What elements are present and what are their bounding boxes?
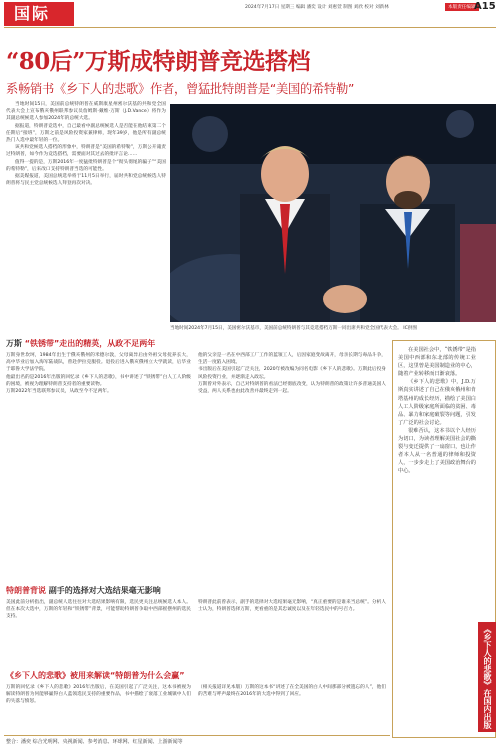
body-paragraph: 美国此前分析指出，副总统人选往往对大选结果影响有限，选民更关注总统候选人本人。但在本次大选中，万斯的年轻和“铁锈带”背景，可能帮助特朗普争取中西部摇摆州的选民支持。: [6, 600, 191, 620]
section1-col2: [198, 352, 386, 395]
section-tag: 国际: [4, 2, 74, 26]
section3-col1: [6, 684, 191, 706]
page-header: [0, 0, 500, 30]
lead-paragraph: 值得一提的是，万斯2016年一度猛批特朗普是个“彻头彻尾的骗子”“美国的希特勒”，后来改口支持特朗普当选的可能性。: [6, 159, 166, 172]
footer-rule: [4, 735, 390, 736]
lead-paragraph: 据报道，特朗普竞选中，自己最看中副总统候选人是否能在他结束第二个任期后“接班”，万斯之前是风险投资家兼律师，现年39岁，他是所有副总统热门人选中最年轻的一位。: [6, 123, 166, 144]
lead-paragraph: 据美媒报道，美国总统选举将于11月5日举行，届时共和党总统候选人特朗普将与民主党总统候选人拜登再次对决。: [6, 174, 166, 187]
section2-col1: [6, 599, 191, 621]
footer-credits: 整合：潘奕 综合光明网、央视新闻、参考消息、环球网、红星新闻、上游新闻等: [6, 739, 183, 745]
header-rule: [4, 27, 496, 28]
photo-illustration: [170, 104, 496, 322]
section-heading-tag: 万斯: [6, 339, 22, 348]
lead-paragraph: 该共和党候选人搭档的形象中，特朗普是“美国的希特勒”，万斯公开谴责过特朗普，如今作为竞选搭档，需要面对其过去的批评言论……: [6, 145, 166, 158]
section3-col2: [198, 684, 386, 698]
sidebar-vertical-title: [478, 622, 496, 732]
page-number: A15: [474, 1, 496, 12]
body-paragraph: 万斯的回忆录《乡下人的悲歌》2016年出版后，在美国引起了广泛关注，这本书被视为解读特朗普为何能够赢得白人蓝领选民支持的重要作品，书中描绘了衰落工业城镇中人们的失落与愤怒。: [6, 685, 191, 705]
headline: “80后”万斯成特朗普竞选搭档: [6, 48, 310, 75]
section-heading-text: “铁锈带”走出的精英，从政不足两年: [24, 339, 156, 348]
header-meta: 2024年7月17日 星期三 编辑 潘奕 设计 刘惠萱 制图 刘欣 校对 刘新林: [245, 5, 389, 10]
body-paragraph: 万斯曾对外表示，自己对特朗普的看法已经彻底改变，认为特朗普的政策让许多普通美国人受益，两人关系也由此改善并最终走到一起。: [198, 381, 386, 395]
lead-column: [6, 101, 166, 187]
section-heading-text: 副手的选择对大选结果毫无影响: [48, 586, 161, 595]
body-paragraph: 万斯2022年当选联邦参议员，从政至今不足两年。: [6, 389, 112, 395]
lead-paragraph: 当地时间15日，美国前总统特朗普在威斯康星州密尔沃基的共和党全国代表大会上宣布俄亥俄州联邦参议员詹姆斯·戴维·万斯（J.D.Vance）将作为其副总统候选人参加2024年的总统大选。: [6, 102, 166, 122]
sidebar-paragraph: 《乡下人的悲歌》中，J.D.万斯真实讲述了自己在俄亥俄州和肯塔基州的成长经历，描绘了美国白人工人阶级家庭所面临的贫困、毒品、暴力和家庭破裂等问题，引发了广泛的社会讨论。: [398, 379, 476, 426]
subheadline: 系畅销书《乡下人的悲歌》作者，曾猛批特朗普是“美国的希特勒”: [6, 82, 355, 96]
section2-col2: [198, 599, 386, 613]
body-paragraph: 他最出名的是2016年出版的回忆录《乡下人的悲歌》，书中讲述了“铁锈带”白人工人阶级的困境，被视为理解特朗普支持者的重要读物。: [6, 374, 191, 387]
body-paragraph: 书出版后在美国引起广泛关注，2020年被改编为同名电影《乡下人的悲歌》。万斯此后投身风险投资行业，并逐渐走入政坛。: [198, 367, 386, 380]
sidebar-paragraph: 在美国社会中，“铁锈带”是指美国中西部和东北部的传统工业区，这里曾是美国制造业的中心，随着产业转移而日渐衰落。: [398, 347, 476, 378]
sidebar-paragraph: 很难否认，这本书以个人经历为切口，为读者理解美国社会的撕裂与变迁提供了一扇窗口，也让作者本人从一名普通的律师和投资人，一步步走上了美国政治舞台的中心。: [398, 427, 476, 475]
sidebar-title-text: 《乡下人的悲歌》在国内出版: [483, 625, 492, 729]
section-heading-text: 《乡下人的悲歌》被用来解读“特朗普为什么会赢”: [6, 671, 185, 680]
sidebar-text: [398, 346, 476, 476]
news-photo: [170, 104, 496, 322]
body-paragraph: 他的父亲是一名在中西部工厂工作的蓝领工人，后因家庭变故离开，母亲长期与毒品斗争，生活一度陷入困境。: [198, 353, 386, 366]
header-red-label: 本版责任编辑: [445, 3, 479, 11]
body-paragraph: （相关报道详见本版）万斯的这本书“讲述了在全美国的白人中间那部分被遗忘的人”，他们的苦难与呼声最终在2016年的大选中得到了回应。: [198, 685, 386, 698]
photo-caption: 当地时间2024年7月15日，美国密尔沃基市，美国前总统特朗普与其竞选搭档万斯一同出席共和党全国代表大会。 IC供图: [170, 326, 417, 331]
section-heading-hillbilly-elegy: [6, 670, 185, 681]
section1-col1: [6, 352, 191, 395]
body-paragraph: 万斯身世坎坷，1984年出生于俄亥俄州的米德尔敦，父母离异后由外祖父母抚养长大，高中毕业后加入海军陆战队，曾赴伊拉克服役。退役后进入俄亥俄州立大学就读，后毕业于耶鲁大学法学院。: [6, 353, 191, 373]
section-heading-tag: 特朗普背说: [6, 586, 46, 595]
body-paragraph: 特朗普此前曾表示，副手的选择对大选结果毫无影响，“真正重要的是谁来当总统”。分析人士认为，特朗普选择万斯，更看重的是其忠诚度以及在年轻选民中的号召力。: [198, 600, 386, 613]
section-heading-vance: [6, 338, 155, 349]
section-heading-trump-said: [6, 585, 161, 596]
